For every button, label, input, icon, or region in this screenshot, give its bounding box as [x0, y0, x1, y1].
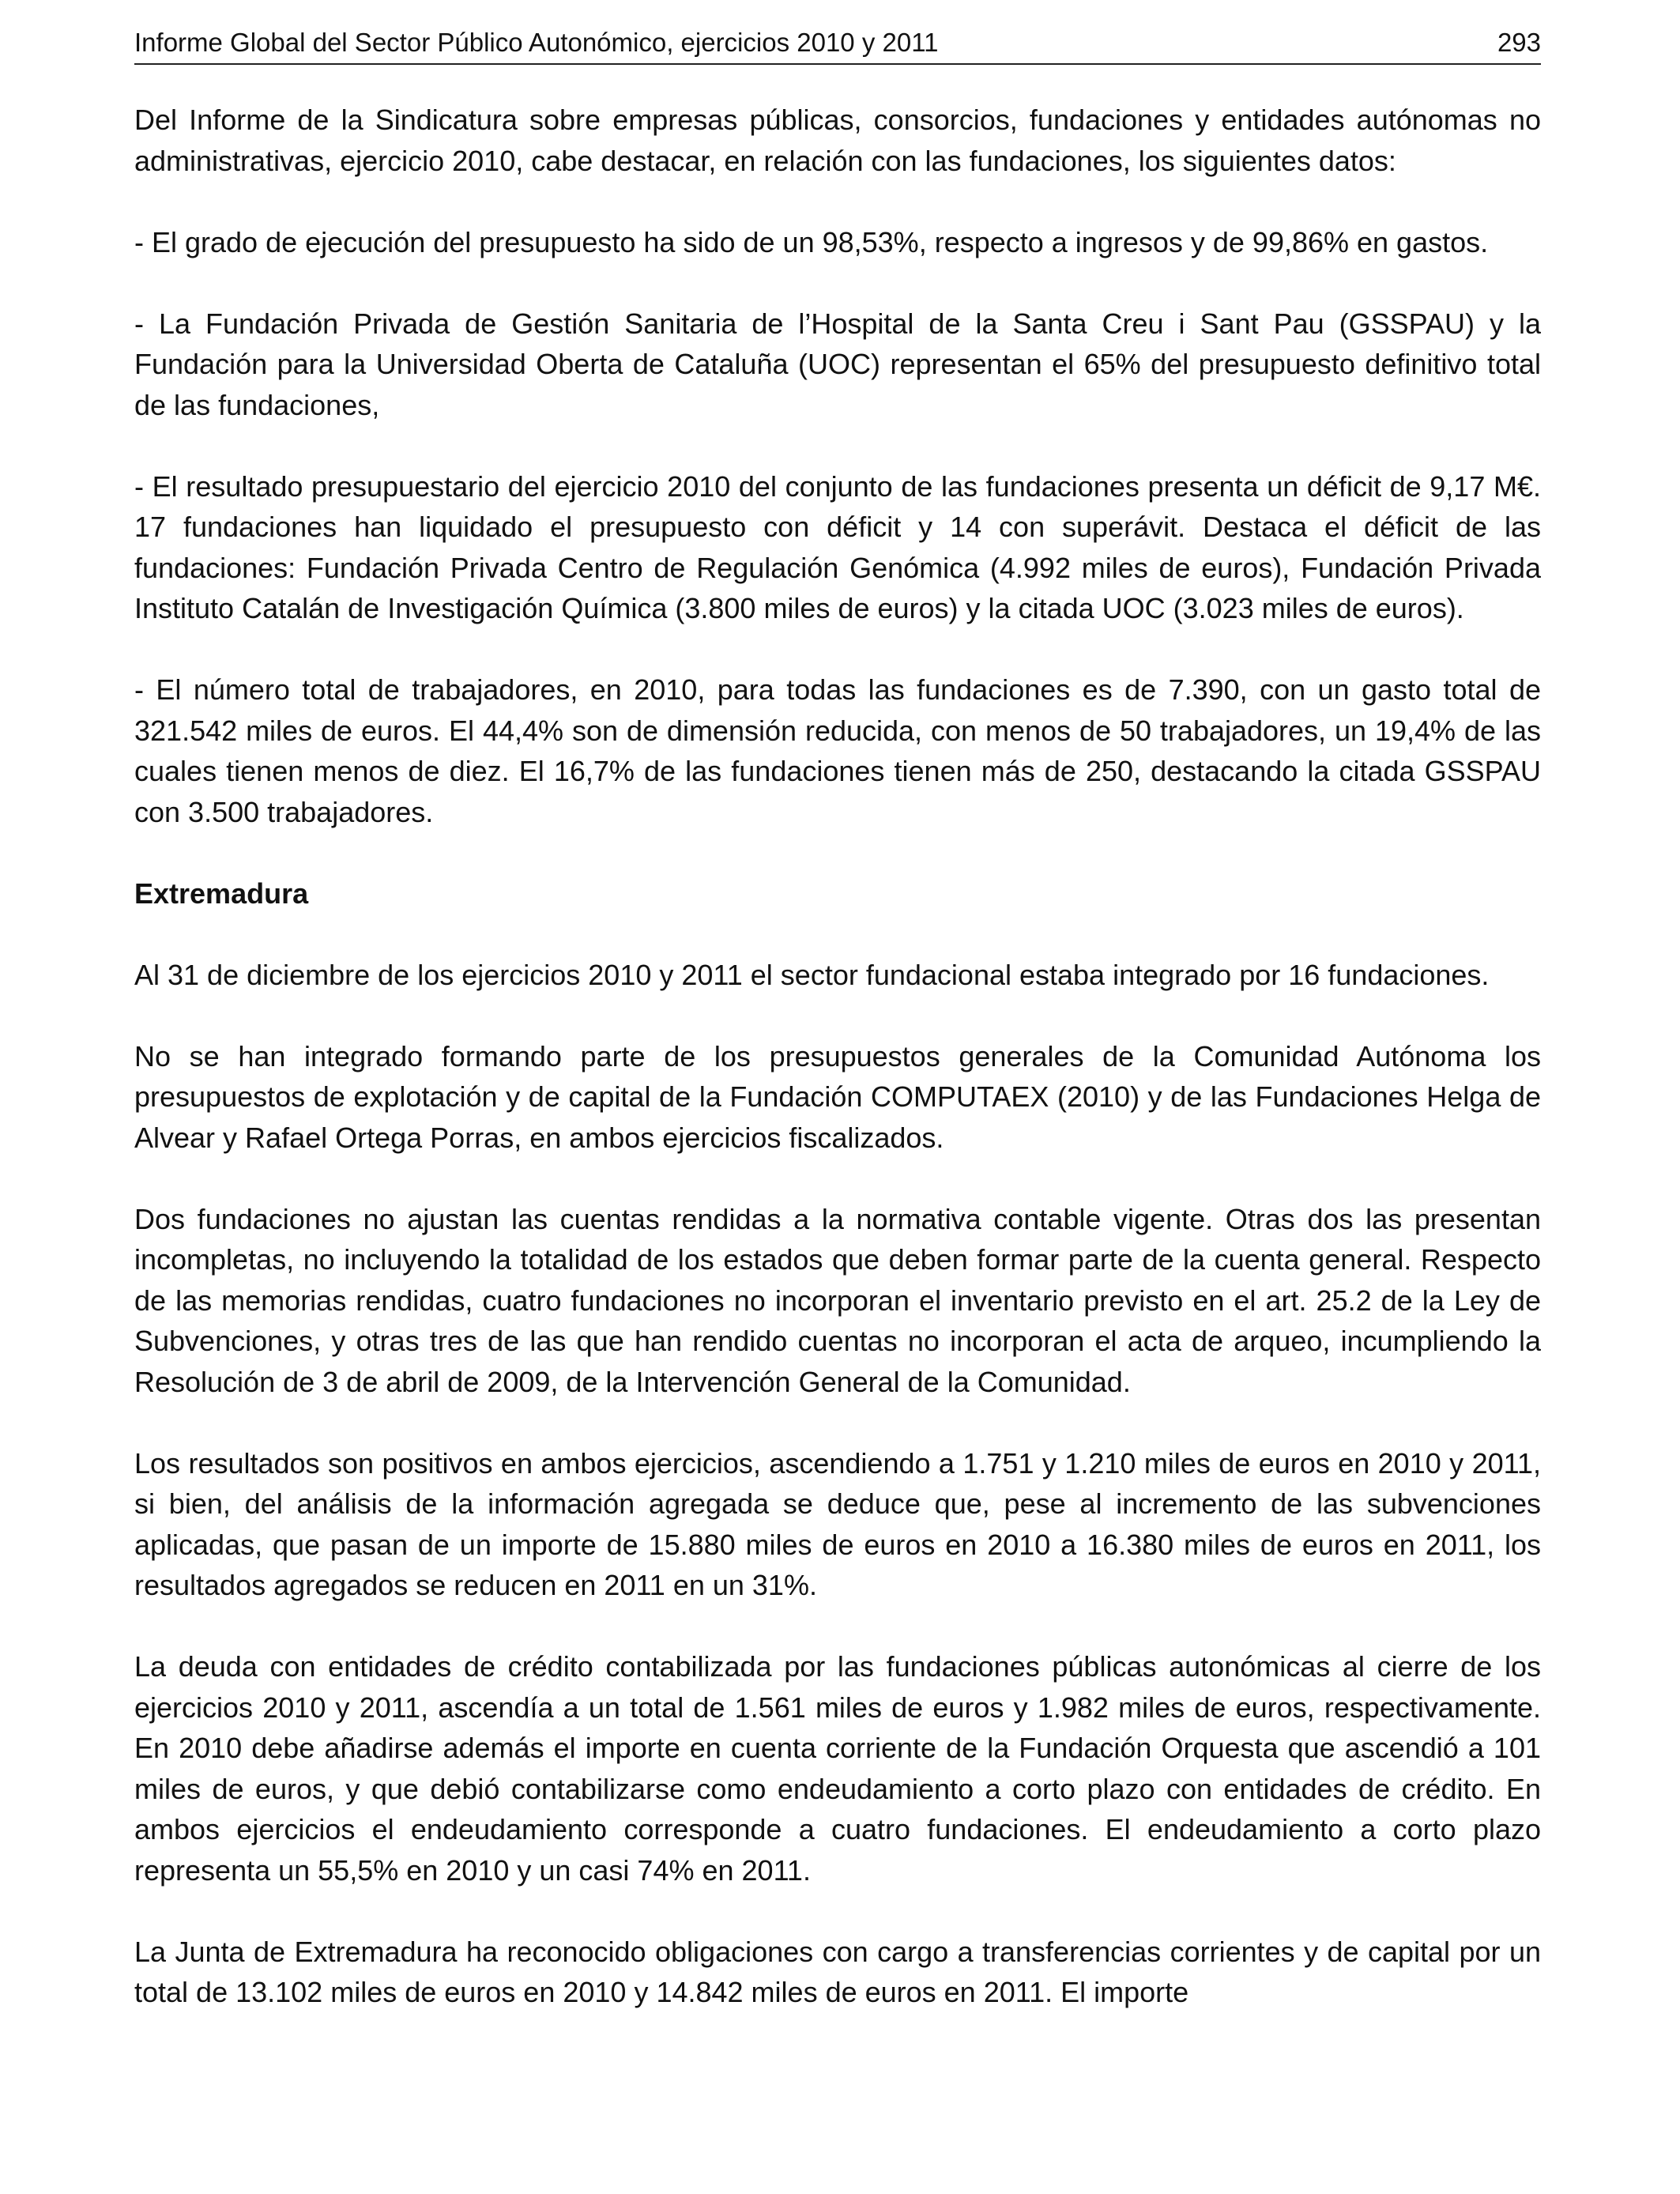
- paragraph-foundational-sector: Al 31 de diciembre de los ejercicios 2010 y 2011 el sector fundacional estaba integrado por 16 fundaciones.: [134, 958, 1490, 991]
- document-page: [134, 0, 1541, 2194]
- section-heading-extremadura: Extremadura: [134, 876, 309, 910]
- page-header: [134, 22, 1541, 65]
- document-body: [134, 100, 1541, 2053]
- paragraph-debt: La deuda con entidades de crédito contabilizada por las fundaciones públicas autonómicas al cierre de los ejercicios 2010 y 2011, ascendía a un total de 1.561 miles de euros y 1.982 miles de euros, respectivamente. En 2010 debe añadirse además el importe en cuenta corriente de la Fundación Orquesta que ascendió a 101 miles de euros, y que debió contabilizarse como endeudamiento a corto plazo con entidades de crédito. En ambos ejercicios el endeudamiento corresponde a cuatro fundaciones. El endeudamiento a corto plazo representa un 55,5% en 2010 y un casi 74% en 2011.: [134, 1650, 1541, 1887]
- paragraph-accounts: Dos fundaciones no ajustan las cuentas rendidas a la normativa contable vigente. Otras dos las presentan incompletas, no incluyendo la totalidad de los estados que deben formar parte de la cuenta general. Respecto de las memorias rendidas, cuatro fundaciones no incorporan el inventario previsto en el art. 25.2 de la Ley de Subvenciones, y otras tres de las que han rendido cuentas no incorporan el acta de arqueo, incumpliendo la Resolución de 3 de abril de 2009, de la Intervención General de la Comunidad.: [134, 1202, 1541, 1398]
- paragraph-workers: - El número total de trabajadores, en 2010, para todas las fundaciones es de 7.390, con un gasto total de 321.542 miles de euros. El 44,4% son de dimensión reducida, con menos de 50 trabajadores, un 19,4% de las cuales tienen menos de diez. El 16,7% de las fundaciones tienen más de 250, destacando la citada GSSPAU con 3.500 trabajadores.: [134, 673, 1541, 828]
- paragraph-intro: Del Informe de la Sindicatura sobre empresas públicas, consorcios, fundaciones y entidades autónomas no administrativas, ejercicio 2010, cabe destacar, en relación con las fundaciones, los siguientes datos:: [134, 104, 1541, 177]
- paragraph-budget-execution: - El grado de ejecución del presupuesto ha sido de un 98,53%, respecto a ingresos y de 99,86% en gastos.: [134, 225, 1489, 258]
- paragraph-budget-result: - El resultado presupuestario del ejercicio 2010 del conjunto de las fundaciones presenta un déficit de 9,17 M€. 17 fundaciones han liquidado el presupuesto con déficit y 14 con superávit. Destaca el déficit de las fundaciones: Fundación Privada Centro de Regulación Genómica (4.992 miles de euros), Fundación Privada Instituto Catalán de Investigación Química (3.800 miles de euros) y la citada UOC (3.023 miles de euros).: [134, 469, 1541, 624]
- paragraph-results: Los resultados son positivos en ambos ejercicios, ascendiendo a 1.751 y 1.210 miles de euros en 2010 y 2011, si bien, del análisis de la información agregada se deduce que, pese al incremento de las subvenciones aplicadas, que pasan de un importe de 15.880 miles de euros en 2010 a 16.380 miles de euros en 2011, los resultados agregados se reducen en 2011 en un 31%.: [134, 1446, 1541, 1601]
- running-title: Informe Global del Sector Público Autonómico, ejercicios 2010 y 2011: [134, 28, 939, 57]
- page-number: 293: [1497, 28, 1541, 57]
- paragraph-gsspau-uoc: - La Fundación Privada de Gestión Sanitaria de l’Hospital de la Santa Creu i Sant Pau (GSSPAU) y la Fundación para la Universidad Oberta de Cataluña (UOC) representan el 65% del presupuesto definitivo total de las fundaciones,: [134, 307, 1541, 421]
- paragraph-transfers: La Junta de Extremadura ha reconocido obligaciones con cargo a transferencias corrientes y de capital por un total de 13.102 miles de euros en 2010 y 14.842 miles de euros en 2011. El importe: [134, 1935, 1541, 2008]
- paragraph-budgets-not-integrated: No se han integrado formando parte de los presupuestos generales de la Comunidad Autónoma los presupuestos de explotación y de capital de la Fundación COMPUTAEX (2010) y de las Fundaciones Helga de Alvear y Rafael Ortega Porras, en ambos ejercicios fiscalizados.: [134, 1039, 1541, 1154]
